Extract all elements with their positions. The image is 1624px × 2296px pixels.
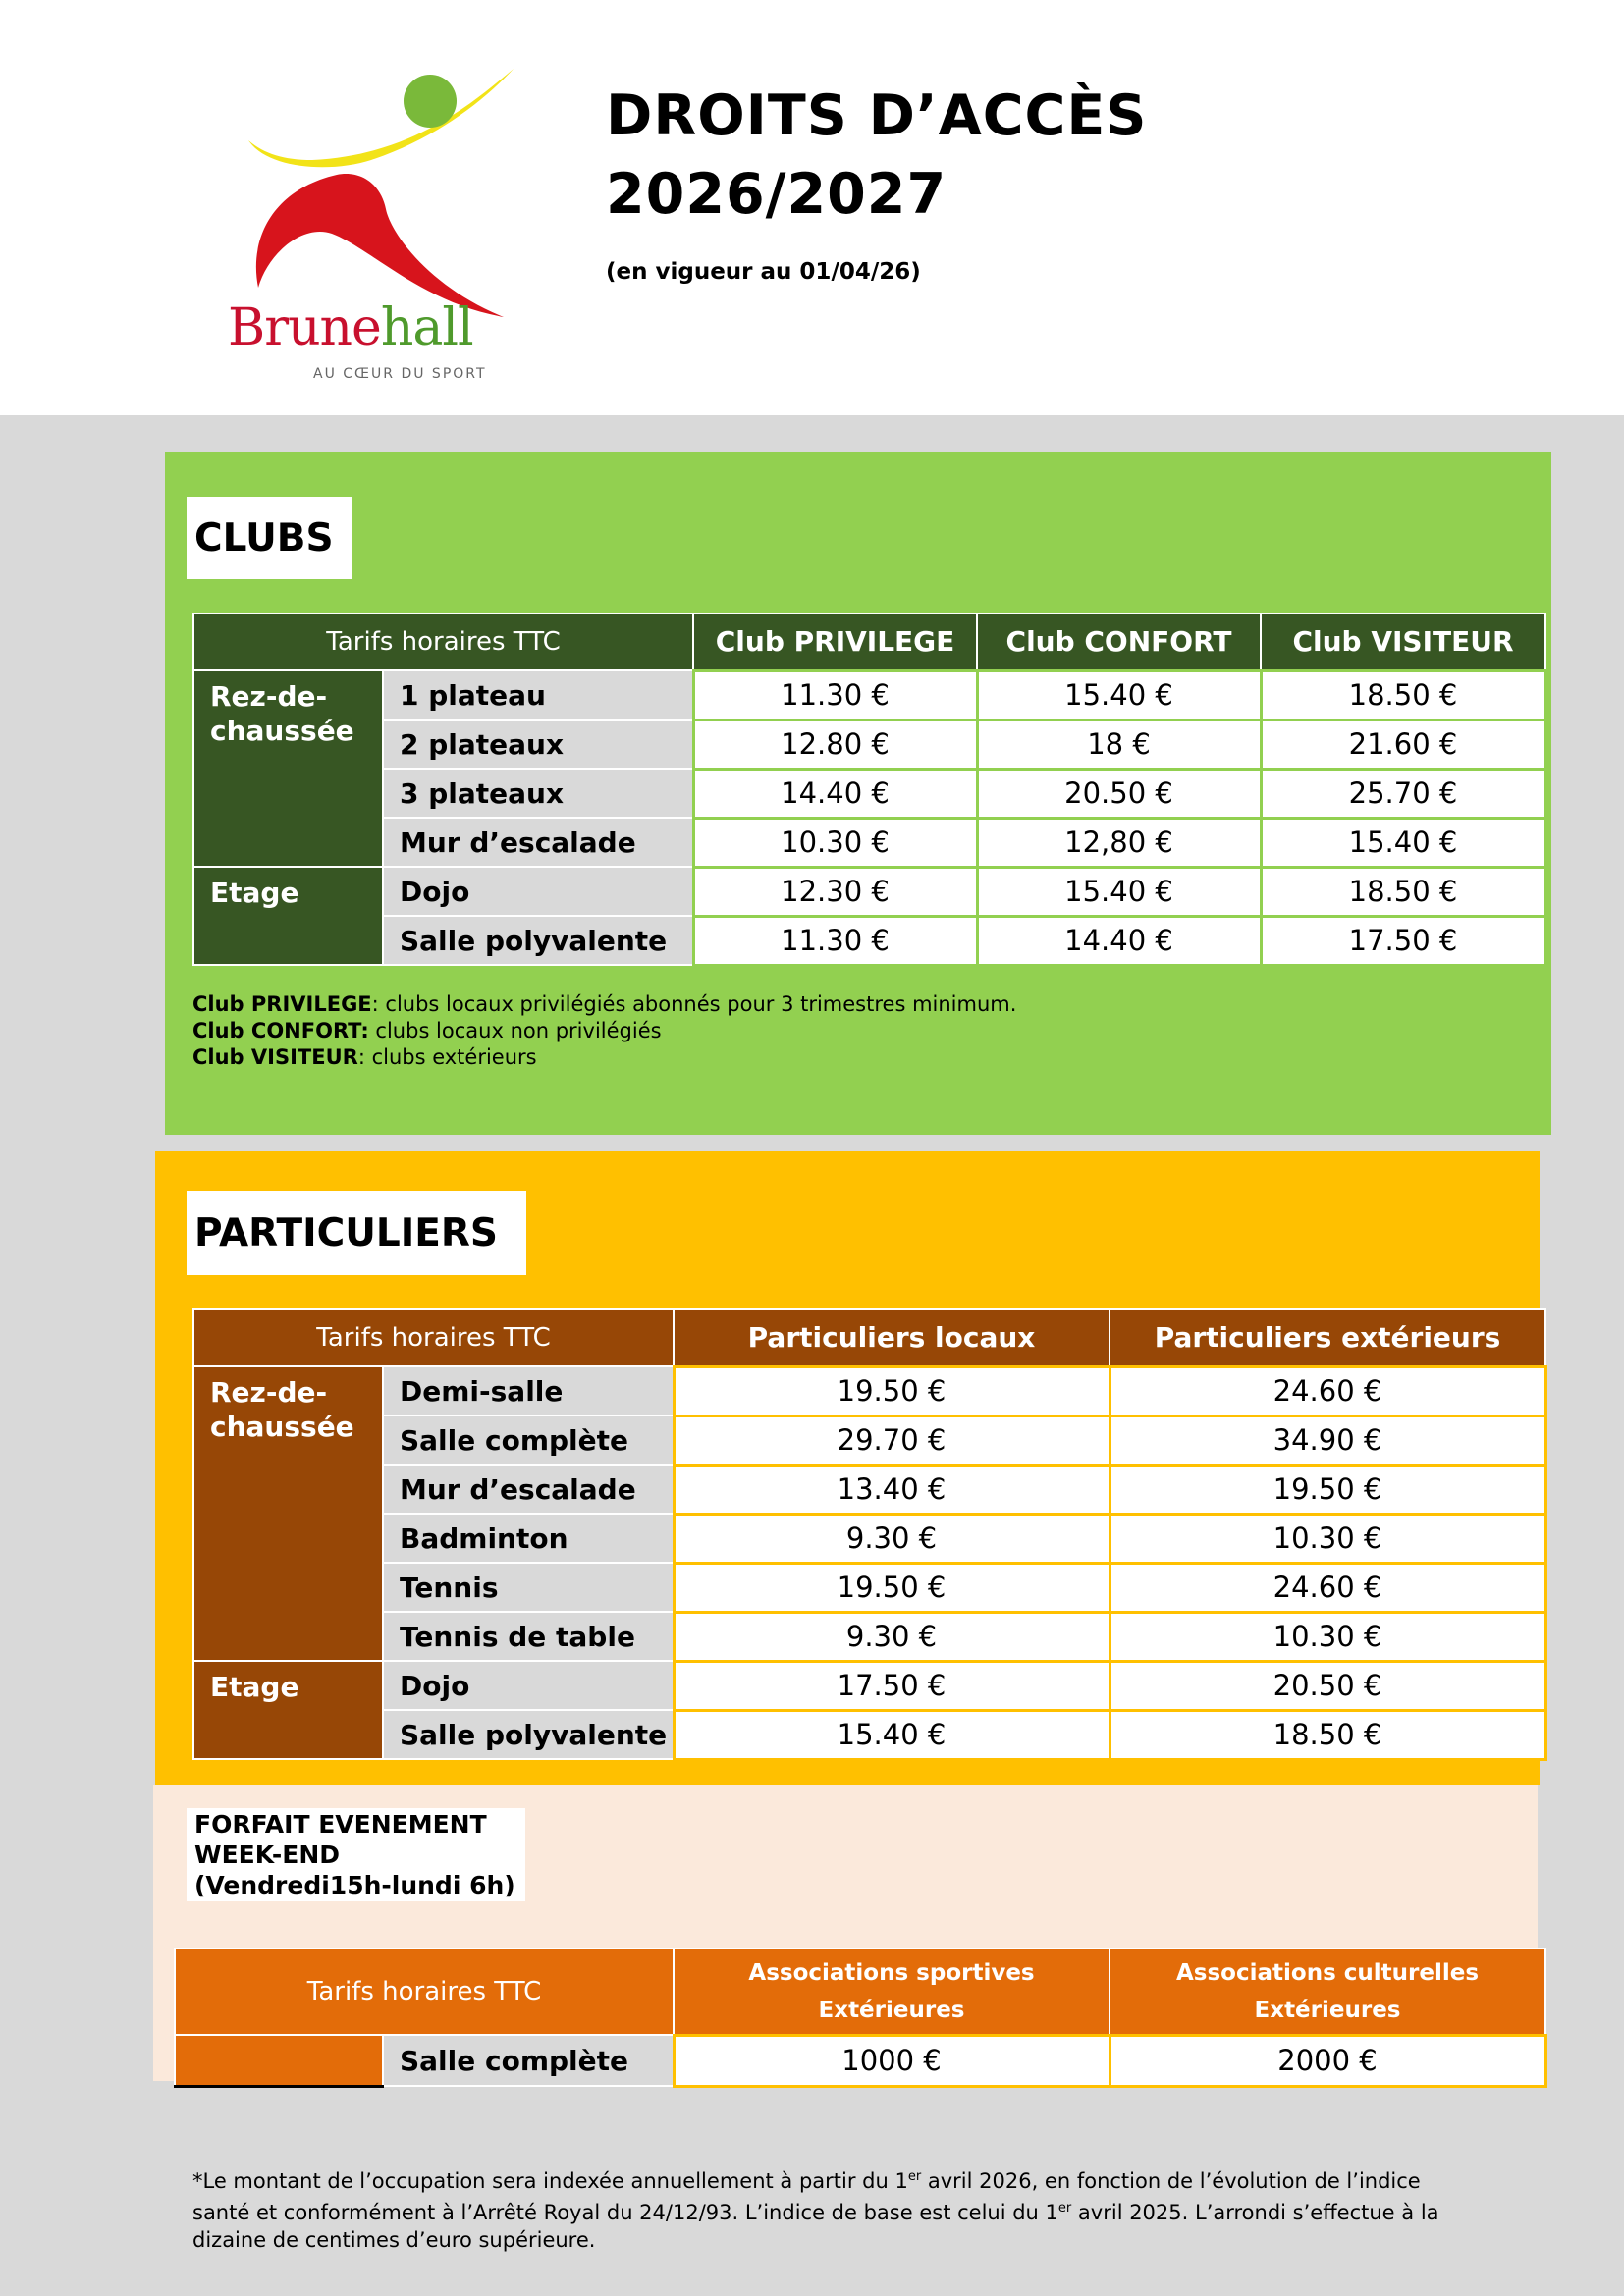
event-price-table [174,1948,1547,2088]
price-cell: 15.40 € [977,670,1261,720]
column-header: Tarifs horaires TTC [175,1949,674,2035]
row-label: Mur d’escalade [383,1465,674,1514]
price-cell: 18.50 € [1261,670,1545,720]
price-cell: 19.50 € [1110,1465,1545,1514]
price-cell: 20.50 € [1110,1661,1545,1710]
brunehall-logo [224,67,528,386]
legend-term: Club CONFORT: [192,1019,369,1042]
price-cell: 17.50 € [674,1661,1110,1710]
row-label: Salle complète [383,1415,674,1465]
price-cell: 25.70 € [1261,769,1545,818]
legend-term: Club VISITEUR [192,1045,358,1069]
column-header: Club VISITEUR [1261,614,1545,670]
clubs-price-table [192,613,1547,967]
table-header-row [193,1309,1545,1366]
row-label: 3 plateaux [383,769,693,818]
legend-line [192,1018,1016,1044]
table-row [193,916,1545,965]
price-cell: 19.50 € [674,1366,1110,1415]
price-cell: 11.30 € [693,916,977,965]
row-group-label: Rez-de-chaussée [193,670,383,867]
event-title-line: FORFAIT EVENEMENT [194,1810,487,1839]
row-group-label: Rez-de-chaussée [193,1366,383,1661]
table-row [193,1612,1545,1661]
row-group-blank [175,2035,383,2086]
price-cell: 29.70 € [674,1415,1110,1465]
table-row [193,1465,1545,1514]
table-row [193,867,1545,916]
price-cell: 24.60 € [1110,1366,1545,1415]
price-cell: 15.40 € [1261,818,1545,867]
price-cell: 10.30 € [1110,1612,1545,1661]
logo-wordmark [228,298,473,357]
row-label: Tennis de table [383,1612,674,1661]
table-header-row [175,1949,1545,2035]
price-cell: 24.60 € [1110,1563,1545,1612]
event-title-line: (Vendredi15h-lundi 6h) [194,1871,515,1899]
legend-term: Club PRIVILEGE [192,992,372,1016]
table-row [193,1415,1545,1465]
particuliers-section-title: PARTICULIERS [187,1191,526,1275]
price-cell: 18 € [977,720,1261,769]
table-row [193,769,1545,818]
table-row [193,1366,1545,1415]
column-header: Particuliers extérieurs [1110,1309,1545,1366]
price-cell: 18.50 € [1110,1710,1545,1759]
particuliers-price-table [192,1308,1547,1761]
price-cell: 1000 € [674,2035,1110,2086]
table-row [193,1710,1545,1759]
footnote-text: avril 2026, en fonction de l’évolution de l’indice santé et conformément à l’Arrêté Royal du 24/12/93. L’indice de base est celui du 1 [192,2169,1421,2224]
logo-tagline: AU CŒUR DU SPORT [313,366,487,382]
footnote-superscript: er [1057,2201,1072,2216]
price-cell: 18.50 € [1261,867,1545,916]
price-cell: 13.40 € [674,1465,1110,1514]
price-cell: 14.40 € [977,916,1261,965]
legend-text: : clubs extérieurs [357,1045,537,1069]
price-cell: 12,80 € [977,818,1261,867]
row-label: Salle polyvalente [383,1710,674,1759]
price-cell: 21.60 € [1261,720,1545,769]
price-cell: 12.80 € [693,720,977,769]
row-label: Tennis [383,1563,674,1612]
column-header: Club PRIVILEGE [693,614,977,670]
row-label: Dojo [383,867,693,916]
column-header [1110,1949,1545,2035]
legend-line [192,1044,1016,1071]
row-label: Mur d’escalade [383,818,693,867]
header-line: Extérieures [1254,1997,1401,2023]
page-title [606,77,1147,234]
price-cell: 11.30 € [693,670,977,720]
price-cell: 17.50 € [1261,916,1545,965]
footnote-superscript: er [907,2169,922,2184]
table-row [193,1563,1545,1612]
row-label: Salle polyvalente [383,916,693,965]
legend-line [192,991,1016,1018]
table-row [193,1661,1545,1710]
title-line-1: DROITS D’ACCÈS [606,83,1148,148]
footnote-text: *Le montant de l’occupation sera indexée annuellement à partir du 1 [192,2169,908,2193]
indexation-footnote [192,2163,1469,2254]
price-cell: 9.30 € [674,1514,1110,1563]
table-row [193,818,1545,867]
page-subtitle: (en vigueur au 01/04/26) [606,259,921,285]
row-label: Demi-salle [383,1366,674,1415]
column-header: Tarifs horaires TTC [193,614,693,670]
clubs-section-title: CLUBS [187,497,352,579]
price-cell: 10.30 € [1110,1514,1545,1563]
table-row [175,2035,1545,2086]
row-label: Dojo [383,1661,674,1710]
row-label: 1 plateau [383,670,693,720]
price-cell: 19.50 € [674,1563,1110,1612]
price-cell: 12.30 € [693,867,977,916]
row-label: 2 plateaux [383,720,693,769]
price-cell: 15.40 € [674,1710,1110,1759]
logo-word-hall: hall [380,298,473,357]
legend-text: clubs locaux non privilégiés [368,1019,662,1042]
column-header: Club CONFORT [977,614,1261,670]
table-row [193,670,1545,720]
column-header: Particuliers locaux [674,1309,1110,1366]
price-cell: 20.50 € [977,769,1261,818]
header-line: Extérieures [818,1997,965,2023]
price-cell: 15.40 € [977,867,1261,916]
header-line: Associations culturelles [1176,1959,1480,1986]
row-label: Salle complète [383,2035,674,2086]
legend-text: : clubs locaux privilégiés abonnés pour 3 trimestres minimum. [371,992,1017,1016]
title-line-2: 2026/2027 [606,162,947,227]
clubs-legend-notes [192,991,1016,1071]
logo-word-brune: Brune [228,298,381,357]
price-cell: 9.30 € [674,1612,1110,1661]
table-row [193,720,1545,769]
row-group-label: Etage [193,1661,383,1759]
price-cell: 34.90 € [1110,1415,1545,1465]
price-cell: 10.30 € [693,818,977,867]
event-title [187,1808,525,1901]
price-cell: 14.40 € [693,769,977,818]
price-cell: 2000 € [1110,2035,1545,2086]
row-group-label: Etage [193,867,383,965]
table-header-row [193,614,1545,670]
row-label: Badminton [383,1514,674,1563]
header-line: Associations sportives [748,1959,1035,1986]
column-header [674,1949,1110,2035]
column-header: Tarifs horaires TTC [193,1309,674,1366]
footnote-text: avril 2025. L’arrondi s’effectue à la dizaine de centimes d’euro supérieure. [192,2201,1439,2252]
table-row [193,1514,1545,1563]
event-title-line: WEEK-END [194,1841,341,1869]
